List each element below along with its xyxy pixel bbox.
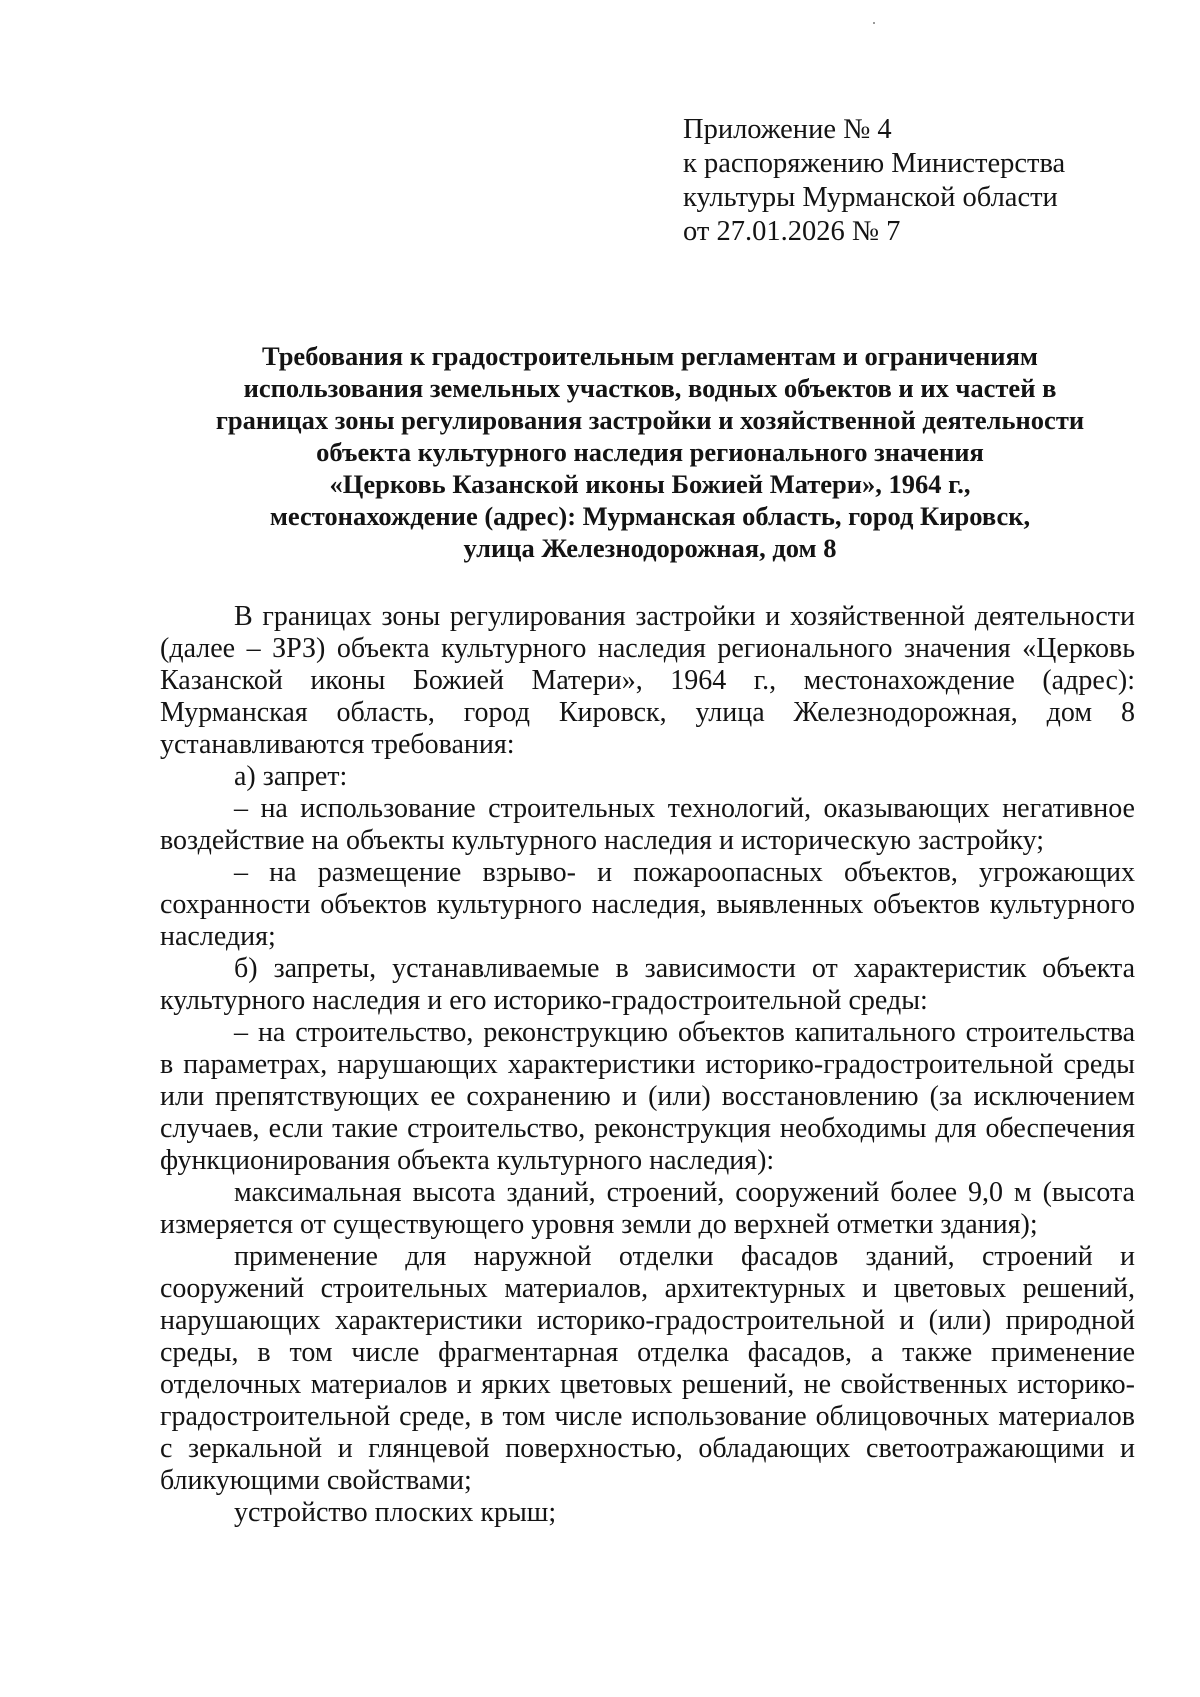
title-line: границах зоны регулирования застройки и хозяйственной деятельности <box>215 405 1085 435</box>
title-line: улица Железнодорожная, дом 8 <box>463 533 837 563</box>
section-b-subitem: применение для наружной отделки фасадов зданий, строений и сооружений строительных материалов, архитектурных и цветовых решений, нарушающих характеристики историко-градостроительной и (или) природной среды, в том числе фрагментарная отделка фасадов, а также применение отделочных материалов и ярких цветовых решений, не свойственных историко-градостроительной среде, в том числе использование облицовочных материалов с зеркальной и глянцевой поверхностью, обладающих светоотражающими и бликующими свойствами; <box>160 1241 1135 1496</box>
title-line: «Церковь Казанской иконы Божией Матери», 1964 г., <box>329 469 971 499</box>
section-b-subitem: максимальная высота зданий, строений, сооружений более 9,0 м (высота измеряется от существующего уровня земли до верхней отметки здания); <box>160 1177 1135 1240</box>
appendix-reference: к распоряжению Министерства <box>683 148 1066 179</box>
title-line: Требования к градостроительным регламентам и ограничениям <box>262 341 1038 371</box>
section-a-heading: а) запрет: <box>234 761 348 792</box>
title-line: использования земельных участков, водных объектов и их частей в <box>243 373 1057 403</box>
document-body <box>160 601 1135 1529</box>
section-b-subitem: устройство плоских крыш; <box>234 1497 557 1528</box>
section-a-item: – на использование строительных технологий, оказывающих негативное воздействие на объекты культурного наследия и историческую застройку; <box>160 793 1135 856</box>
section-a-item: – на размещение взрыво- и пожароопасных объектов, угрожающих сохранности объектов культурного наследия, выявленных объектов культурного наследия; <box>160 857 1135 952</box>
appendix-ministry: культуры Мурманской области <box>683 182 1058 213</box>
appendix-number: Приложение № 4 <box>683 114 892 145</box>
title-line: объекта культурного наследия регионального значения <box>316 437 984 467</box>
appendix-date: от 27.01.2026 № 7 <box>683 216 901 247</box>
appendix-header <box>683 113 1143 249</box>
document-title <box>150 340 1150 564</box>
section-b-item: – на строительство, реконструкцию объектов капитального строительства в параметрах, нарушающих характеристики историко-градостроительной среды или препятствующих ее сохранению и (или) восстановлению (за исключением случаев, если такие строительство, реконструкция необходимы для обеспечения функционирования объекта культурного наследия): <box>160 1017 1135 1176</box>
section-b-heading: б) запреты, устанавливаемые в зависимости от характеристик объекта культурного наследия и его историко-градостроительной среды: <box>160 953 1135 1016</box>
scan-speck <box>873 22 875 24</box>
title-line: местонахождение (адрес): Мурманская область, город Кировск, <box>269 501 1031 531</box>
intro-paragraph: В границах зоны регулирования застройки и хозяйственной деятельности (далее – ЗРЗ) объекта культурного наследия регионального значения «Церковь Казанской иконы Божией Матери», 1964 г., местонахождение (адрес): Мурманская область, город Кировск, улица Железнодорожная, дом 8 устанавливаются требования: <box>160 601 1135 760</box>
